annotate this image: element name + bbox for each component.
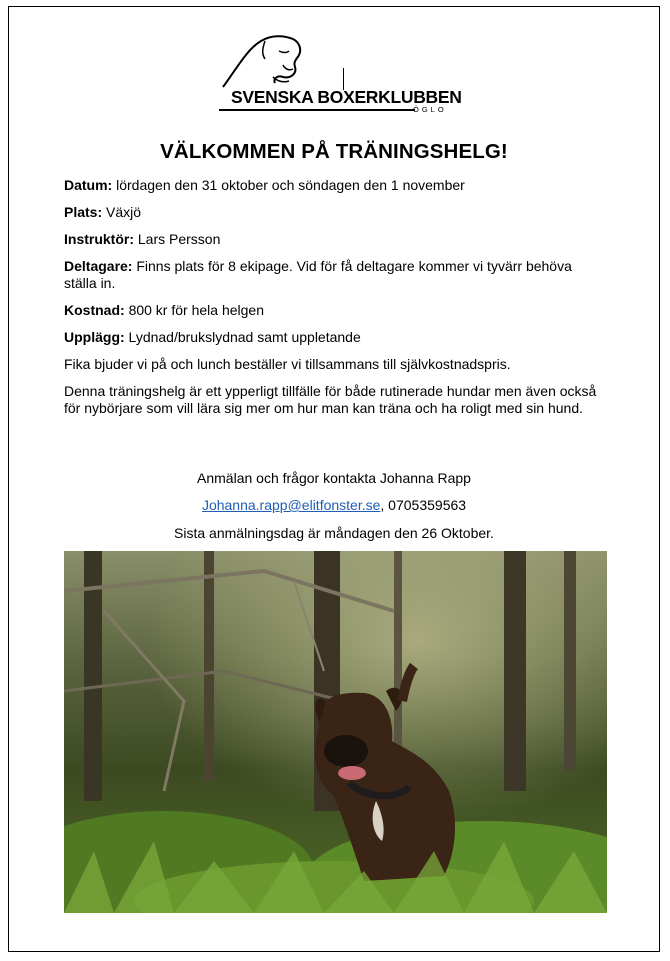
paragraph-fika: Fika bjuder vi på och lunch beställer vi tillsammans till självkostnadspris. (64, 356, 511, 372)
detail-participants: Deltagare: Finns plats för 8 ekipage. Vid för få deltagare kommer vi tyvärr behöva ställa in. (64, 258, 572, 291)
detail-cost: Kostnad: 800 kr för hela helgen (64, 302, 264, 318)
club-logo (213, 31, 462, 121)
boxer-head-logo-icon (213, 31, 313, 91)
detail-place: Plats: Växjö (64, 204, 142, 220)
contact-intro: Anmälan och frågor kontakta Johanna Rapp (197, 470, 471, 486)
event-details (64, 177, 604, 427)
document-page (8, 6, 660, 952)
logo-subtitle: ÖGLO (413, 105, 447, 114)
logo-underline (219, 109, 415, 111)
logo-club-name: SVENSKA BOXERKLUBBEN (231, 87, 462, 107)
registration-deadline: Sista anmälningsdag är måndagen den 26 Oktober. (174, 525, 494, 541)
detail-date: Datum: lördagen den 31 oktober och söndagen den 1 november (64, 177, 465, 193)
detail-setup: Upplägg: Lydnad/brukslydnad samt uppletande (64, 329, 361, 345)
paragraph-description: Denna träningshelg är ett ypperligt tillfälle för både rutinerade hundar men även också för nybörjare som vill lära sig mer om hur man kan träna och ha roligt med sin hund. (64, 383, 597, 416)
boxer-dog-forest-photo (64, 551, 607, 913)
contact-email-link[interactable]: Johanna.rapp@elitfonster.se (201, 497, 381, 513)
detail-instructor: Instruktör: Lars Persson (64, 231, 221, 247)
contact-line (9, 497, 659, 514)
page-title: VÄLKOMMEN PÅ TRÄNINGSHELG! (160, 140, 508, 163)
contact-phone: , 0705359563 (380, 497, 467, 513)
